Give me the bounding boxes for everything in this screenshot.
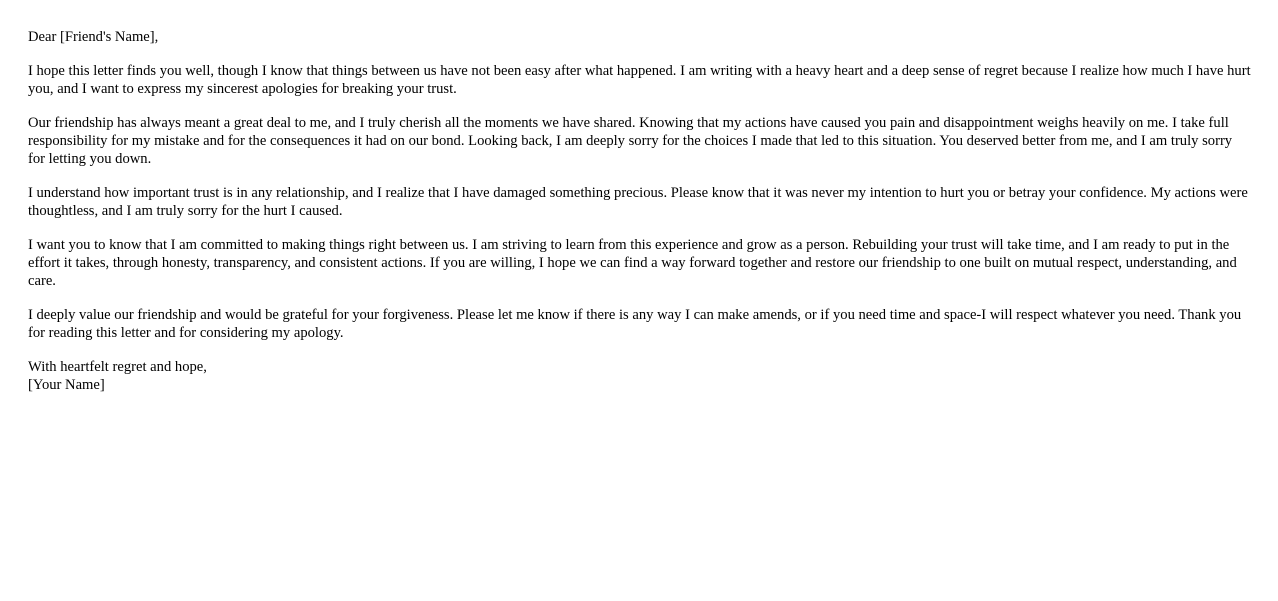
paragraph-1: I hope this letter finds you well, though I know that things between us have not been easy after what happened. I am writing with a heavy heart and a deep sense of regret because I realize how much I have hurt you, and I want to express my sincerest apologies for breaking your trust. — [28, 63, 1251, 97]
paragraph-4: I want you to know that I am committed to making things right between us. I am striving to learn from this experience and grow as a person. Rebuilding your trust will take time, and I am ready to put in the effort it takes, through honesty, transparency, and consistent actions. If you are willing, I hope we can find a way forward together and restore our friendship to one built on mutual respect, understanding, and care. — [28, 237, 1237, 289]
signature: [Your Name] — [28, 377, 105, 393]
salutation: Dear [Friend's Name], — [28, 29, 159, 45]
letter-body — [28, 28, 1252, 410]
paragraph-2: Our friendship has always meant a great deal to me, and I truly cherish all the moments we have shared. Knowing that my actions have caused you pain and disappointment weighs heavily on me. I take full responsibility for my mistake and for the consequences it had on our bond. Looking back, I am deeply sorry for the choices I made that led to this situation. You deserved better from me, and I am truly sorry for letting you down. — [28, 115, 1233, 167]
closing-block — [28, 358, 1252, 394]
paragraph-3: I understand how important trust is in any relationship, and I realize that I have damaged something precious. Please know that it was never my intention to hurt you or betray your confidence. My actions were thoughtless, and I am truly sorry for the hurt I caused. — [28, 185, 1248, 219]
closing: With heartfelt regret and hope, — [28, 359, 207, 375]
paragraph-5: I deeply value our friendship and would be grateful for your forgiveness. Please let me know if there is any way I can make amends, or if you need time and space-I will respect whatever you need. Thank you for reading this letter and for considering my apology. — [28, 307, 1242, 341]
